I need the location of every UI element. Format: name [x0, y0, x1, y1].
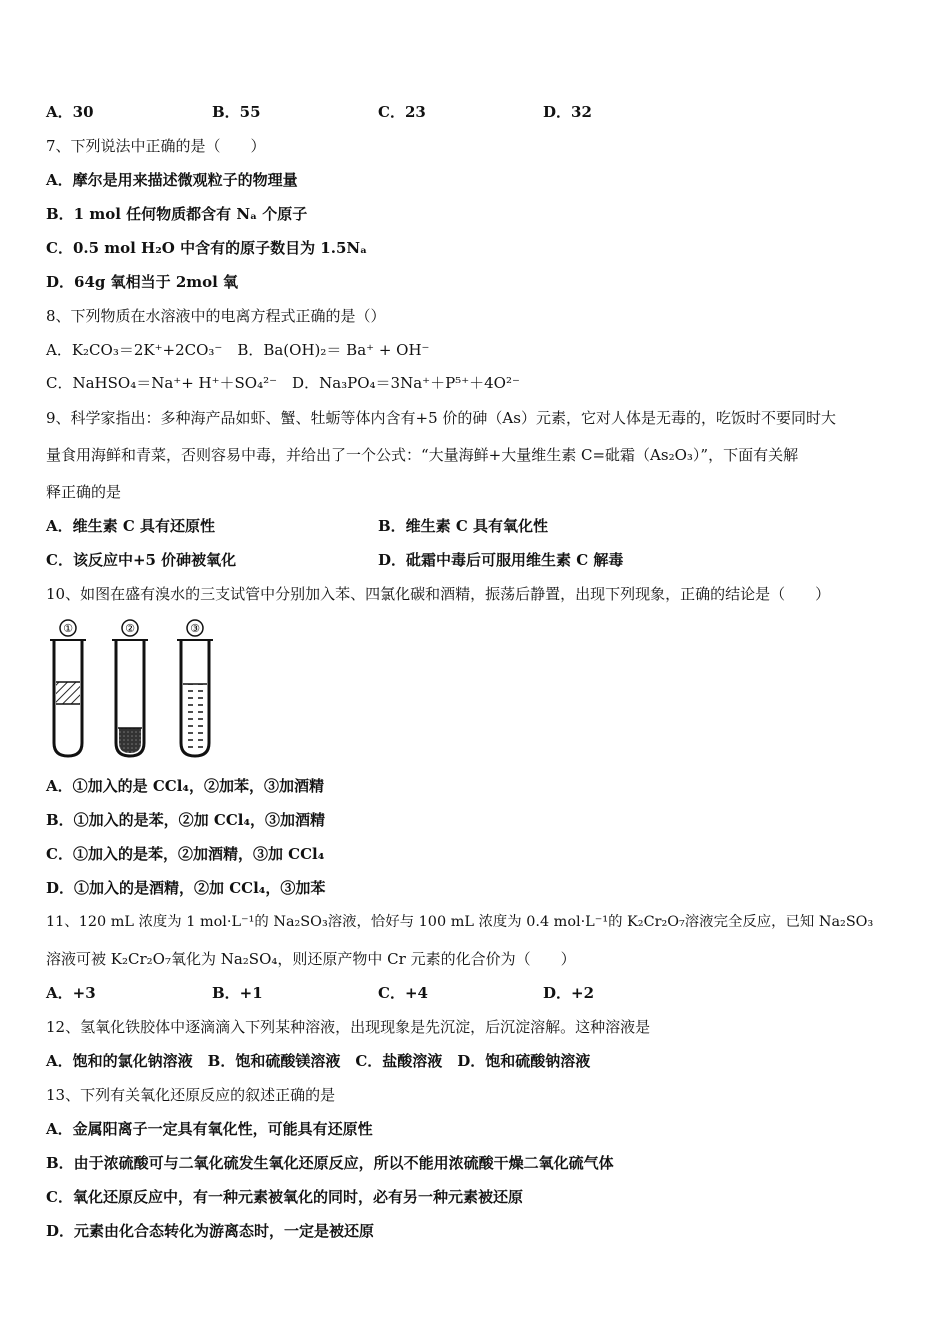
q8-options-row1: A．K₂CO₃＝2K⁺+2CO₃⁻ B．Ba(OH)₂＝ Ba⁺ + OH⁻ [46, 341, 430, 359]
q7-option-a: A．摩尔是用来描述微观粒子的物理量 [46, 171, 298, 189]
tube1-upper-layer [56, 682, 80, 704]
q9-stem-line1: 9、科学家指出：多种海产品如虾、蟹、牡蛎等体内含有+5 价的砷（As）元素，它对人体是无毒的，吃饭时不要同时大 [46, 409, 836, 427]
q9-option-d: D．砒霜中毒后可服用维生素 C 解毒 [378, 551, 624, 569]
q12-options: A．饱和的氯化钠溶液 B．饱和硫酸镁溶液 C．盐酸溶液 D．饱和硫酸钠溶液 [46, 1052, 591, 1070]
tube-2 [112, 640, 148, 756]
test-tubes-figure [46, 618, 226, 760]
tube2-label: ② [125, 622, 135, 635]
q10-stem: 10、如图在盛有溴水的三支试管中分别加入苯、四氯化碳和酒精，振荡后静置，出现下列现象，正确的结论是（ ） [46, 585, 831, 603]
q10-option-c: C．①加入的是苯，②加酒精，③加 CCl₄ [46, 845, 325, 863]
q7-stem: 7、下列说法中正确的是（ ） [46, 137, 266, 155]
tube3-liquid [184, 684, 206, 753]
q6-option-c: C．23 [378, 103, 426, 121]
q9-option-c: C．该反应中+5 价砷被氧化 [46, 551, 237, 569]
q7-option-b: B．1 mol 任何物质都含有 Nₐ 个原子 [46, 205, 308, 223]
q13-option-d: D．元素由化合态转化为游离态时，一定是被还原 [46, 1222, 375, 1240]
q12-stem: 12、氢氧化铁胶体中逐滴滴入下列某种溶液，出现现象是先沉淀，后沉淀溶解。这种溶液是 [46, 1018, 651, 1036]
tube1-label: ① [63, 622, 73, 635]
q6-option-d: D．32 [543, 103, 592, 121]
q11-option-d: D．+2 [543, 984, 595, 1002]
q8-options-row2: C．NaHSO₄＝Na⁺+ H⁺＋SO₄²⁻ D．Na₃PO₄＝3Na⁺＋P⁵⁺＋4O²⁻ [46, 374, 520, 392]
q9-option-a: A．维生素 C 具有还原性 [46, 517, 216, 535]
q8-stem: 8、下列物质在水溶液中的电离方程式正确的是（） [46, 307, 386, 325]
q11-stem-line2: 溶液可被 K₂Cr₂O₇氧化为 Na₂SO₄，则还原产物中 Cr 元素的化合价为（ ） [46, 950, 576, 968]
q10-option-a: A．①加入的是 CCl₄，②加苯，③加酒精 [46, 777, 325, 795]
q11-option-c: C．+4 [378, 984, 428, 1002]
tube3-label: ③ [190, 622, 200, 635]
q10-option-d: D．①加入的是酒精，②加 CCl₄，③加苯 [46, 879, 326, 897]
q10-option-b: B．①加入的是苯，②加 CCl₄，③加酒精 [46, 811, 326, 829]
q9-stem-line2: 量食用海鲜和青菜，否则容易中毒，并给出了一个公式：“大量海鲜+大量维生素 C=砒霜（As₂O₃）”，下面有关解 [46, 446, 799, 464]
q9-option-b: B．维生素 C 具有氧化性 [378, 517, 549, 535]
q7-option-c: C．0.5 mol H₂O 中含有的原子数目为 1.5Nₐ [46, 239, 368, 257]
q13-option-a: A．金属阳离子一定具有氧化性，可能具有还原性 [46, 1120, 373, 1138]
tube-3 [177, 640, 213, 756]
q11-stem-line1: 11、120 mL 浓度为 1 mol·L⁻¹的 Na₂SO₃溶液，恰好与 100 mL 浓度为 0.4 mol·L⁻¹的 K₂Cr₂O₇溶液完全反应，已知 Na₂SO₃ [46, 914, 874, 930]
q13-option-c: C．氧化还原反应中，有一种元素被氧化的同时，必有另一种元素被还原 [46, 1188, 523, 1206]
q9-stem-line3: 释正确的是 [46, 483, 122, 501]
tube2-lower-layer [119, 728, 141, 753]
q13-stem: 13、下列有关氧化还原反应的叙述正确的是 [46, 1086, 336, 1104]
q6-option-a: A．30 [46, 103, 94, 121]
q11-option-a: A．+3 [46, 984, 96, 1002]
q7-option-d: D．64g 氧相当于 2mol 氧 [46, 273, 239, 291]
q6-option-b: B．55 [212, 103, 261, 121]
tube-1 [50, 640, 86, 756]
q13-option-b: B．由于浓硫酸可与二氧化硫发生氧化还原反应，所以不能用浓硫酸干燥二氧化硫气体 [46, 1154, 614, 1172]
q11-option-b: B．+1 [212, 984, 263, 1002]
